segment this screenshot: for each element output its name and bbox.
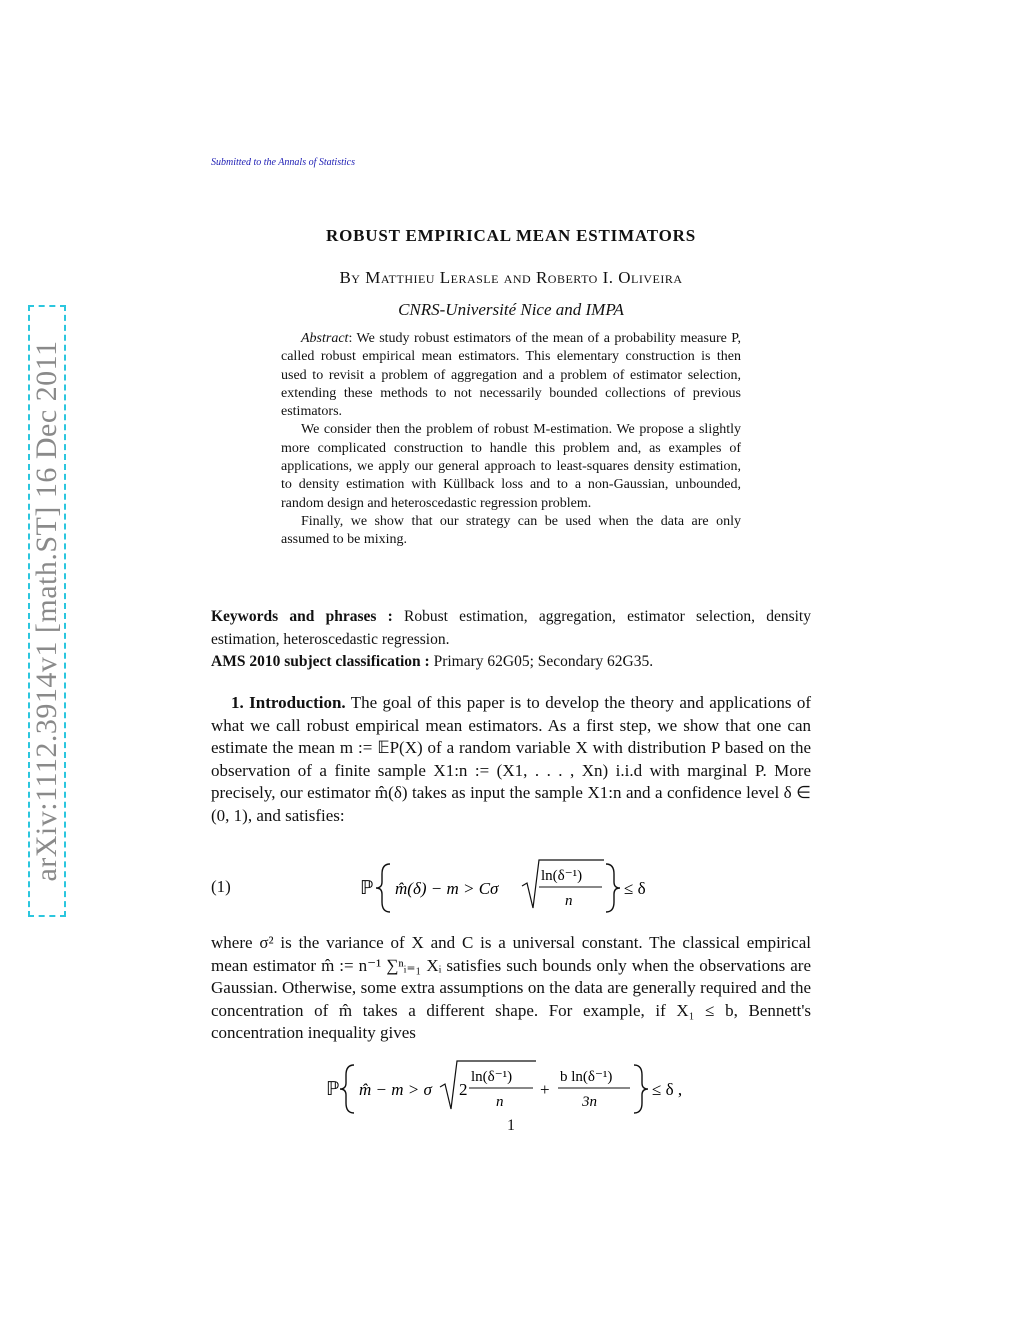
equation-1	[360, 856, 660, 920]
equation-number: (1)	[211, 877, 231, 896]
keywords-label: Keywords and phrases :	[211, 608, 393, 625]
eq2-right-brace	[634, 1065, 648, 1113]
keywords-line	[211, 606, 811, 651]
page-number: 1	[507, 1117, 515, 1134]
intro-p2-block	[211, 932, 811, 1045]
abstract-label: Abstract	[301, 331, 349, 346]
eq2-two: 2	[459, 1080, 468, 1099]
eq1-prob: ℙ	[360, 878, 374, 899]
eq1-lhs: m̂(δ) − m > Cσ	[395, 879, 499, 898]
eq2-numerator-1: ln(δ⁻¹)	[471, 1069, 513, 1085]
eq2-prob: ℙ	[326, 1079, 340, 1100]
paper-affiliation: CNRS-Université Nice and IMPA	[398, 300, 624, 319]
journal-header: Submitted to the Annals of Statistics	[211, 157, 355, 168]
abstract-p1-text: : We study robust estimators of the mean of a probability measure P, called robust empirical mean estimators. This elementary construction is then used to revisit a problem of aggregation and a problem of estimator selection, extending these methods to not necessarily bounded collections of previous estimators.	[281, 331, 741, 420]
intro-p1-text: The goal of this paper is to develop the theory and applications of what we call robust empirical mean estimators. As a first step, we show that one can estimate the mean m := 𝔼P(X) of a random variable X with distribution P based on the observation of a finite sample X1:n := (X1, . . . , Xn) i.i.d with marginal P. More precisely, our estimator m̂(δ) takes as input the sample X1:n and a confidence level δ ∈ (0, 1), and satisfies:	[211, 693, 811, 825]
eq1-left-brace	[376, 864, 390, 912]
eq2-lhs: m̂ − m > σ	[359, 1080, 432, 1099]
eq1-right-brace	[606, 864, 620, 912]
eq1-rhs: ≤ δ	[624, 879, 646, 898]
paper-title: ROBUST EMPIRICAL MEAN ESTIMATORS	[326, 226, 696, 245]
ams-line	[211, 651, 811, 674]
arxiv-stamp	[28, 305, 66, 917]
keywords-block	[211, 606, 811, 674]
section-heading: 1. Introduction.	[231, 693, 346, 712]
ams-label: AMS 2010 subject classification :	[211, 653, 430, 670]
eq2-left-brace	[340, 1065, 354, 1113]
eq2-plus: +	[540, 1080, 550, 1099]
arxiv-id: arXiv:1112.3914v1 [math.ST] 16 Dec 2011	[30, 340, 63, 882]
ams-text: Primary 62G05; Secondary 62G35.	[429, 653, 654, 670]
abstract	[281, 330, 741, 550]
intro-p2: where σ² is the variance of X and C is a universal constant. The classical empirical mean estimator m̂ := n⁻¹ ∑ⁿᵢ₌₁ Xᵢ satisfies such bounds only when the observations are Gaussian. Otherwise, some extra assumptions on the data are generally required and the concentration of m̂ takes a different shape. For example, if X₁ ≤ b, Bennett's concentration inequality gives	[211, 933, 811, 1043]
eq2-denominator-1: n	[496, 1094, 504, 1110]
introduction-section	[211, 692, 811, 828]
keywords-text: Robust estimation, aggregation, estimator selection, density estimation, heteroscedastic regression.	[211, 608, 811, 648]
abstract-p3: Finally, we show that our strategy can be used when the data are only assumed to be mixing.	[281, 513, 741, 548]
eq2-denominator-2: 3n	[582, 1094, 597, 1110]
eq1-numerator: ln(δ⁻¹)	[541, 868, 583, 884]
paper-authors: By Matthieu Lerasle and Roberto I. Oliveira	[339, 268, 683, 287]
eq2-rhs: ≤ δ ,	[652, 1080, 683, 1099]
abstract-p2: We consider then the problem of robust M-estimation. We propose a slightly more complicated construction to handle this problem and, as examples of applications, we apply our general approach to least-squares density estimation, to density estimation with Küllback loss and to a non-Gaussian, unbounded, random design and heteroscedastic regression problem.	[281, 422, 741, 511]
eq1-denominator: n	[565, 893, 573, 909]
eq2-numerator-2: b ln(δ⁻¹)	[560, 1069, 613, 1085]
intro-p1	[211, 692, 811, 828]
equation-2	[326, 1057, 706, 1121]
abstract-p1	[281, 330, 741, 421]
